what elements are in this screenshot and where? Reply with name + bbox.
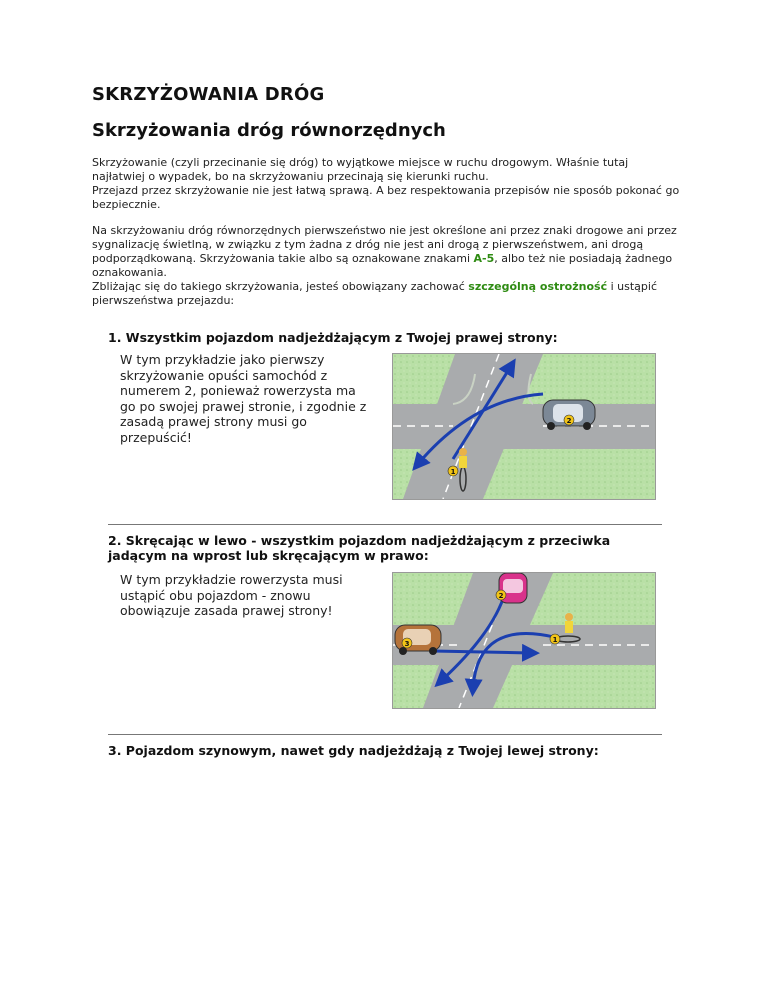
divider (108, 524, 662, 525)
rules-text-3: Zbliżając się do takiego skrzyżowania, jesteś obowiązany zachować (92, 280, 469, 293)
rules-text-2: , albo też nie posiadają żadnego oznakowania. (92, 252, 673, 279)
illustration-right-hand-rule (392, 353, 656, 500)
svg-text:3: 3 (404, 640, 410, 648)
section-1-text: W tym przykładzie jako pierwszy skrzyżowanie opuści samochód z numerem 2, ponieważ rowerzysta ma go po swojej prawej stronie, i zgodnie z zasadą prawej strony musi go przepuścić! (120, 352, 367, 445)
rules-text-4: i ustąpić pierwszeństwa przejazdu: (92, 280, 657, 307)
svg-text:1: 1 (450, 468, 456, 476)
section-2-title: 2. Skręcając w lewo - wszystkim pojazdom nadjeżdżającym z przeciwka jadącym na wprost lub skręcającym w prawo: (108, 533, 611, 563)
car-icon (395, 625, 441, 655)
rules-paragraph (92, 224, 682, 308)
divider (108, 734, 662, 735)
intro-paragraph (92, 156, 682, 212)
straight-arrow (433, 651, 531, 653)
car-icon (543, 400, 595, 430)
rules-text-1: Na skrzyżowaniu dróg równorzędnych pierwszeństwo nie jest określone ani przez znaki drogowe ani przez sygnalizację świetlną, w związku z tym żadna z dróg nie jest ani drogą z pierwszeństwem, ani drogą podporządkowaną. Skrzyżowania takie albo są oznakowane znakami (92, 224, 677, 265)
sign-reference: A-5 (473, 252, 495, 265)
svg-text:2: 2 (498, 592, 504, 600)
intro-line-2: Przejazd przez skrzyżowanie nie jest łatwą sprawą. A bez respektowania przepisów nie sposób pokonać go bezpiecznie. (92, 184, 680, 211)
svg-text:1: 1 (552, 636, 558, 644)
section-2-text: W tym przykładzie rowerzysta musi ustąpić obu pojazdom - znowu obowiązuje zasada prawej strony! (120, 572, 343, 618)
intro-line-1: Skrzyżowanie (czyli przecinanie się dróg) to wyjątkowe miejsce w ruchu drogowym. Właśnie tutaj najłatwiej o wypadek, bo na skrzyżowaniu przecinają się kierunki ruchu. (92, 156, 629, 183)
section-1-title: 1. Wszystkim pojazdom nadjeżdżającym z Twojej prawej strony: (108, 330, 558, 345)
car-icon (496, 573, 527, 603)
page-title: SKRZYŻOWANIA DRÓG (92, 84, 325, 105)
emphasis-text: szczególną ostrożność (468, 280, 608, 293)
illustration-left-turn (392, 572, 656, 709)
page-subtitle: Skrzyżowania dróg równorzędnych (92, 120, 446, 141)
svg-text:2: 2 (566, 417, 572, 425)
section-3-title: 3. Pojazdom szynowym, nawet gdy nadjeżdżają z Twojej lewej strony: (108, 743, 599, 758)
